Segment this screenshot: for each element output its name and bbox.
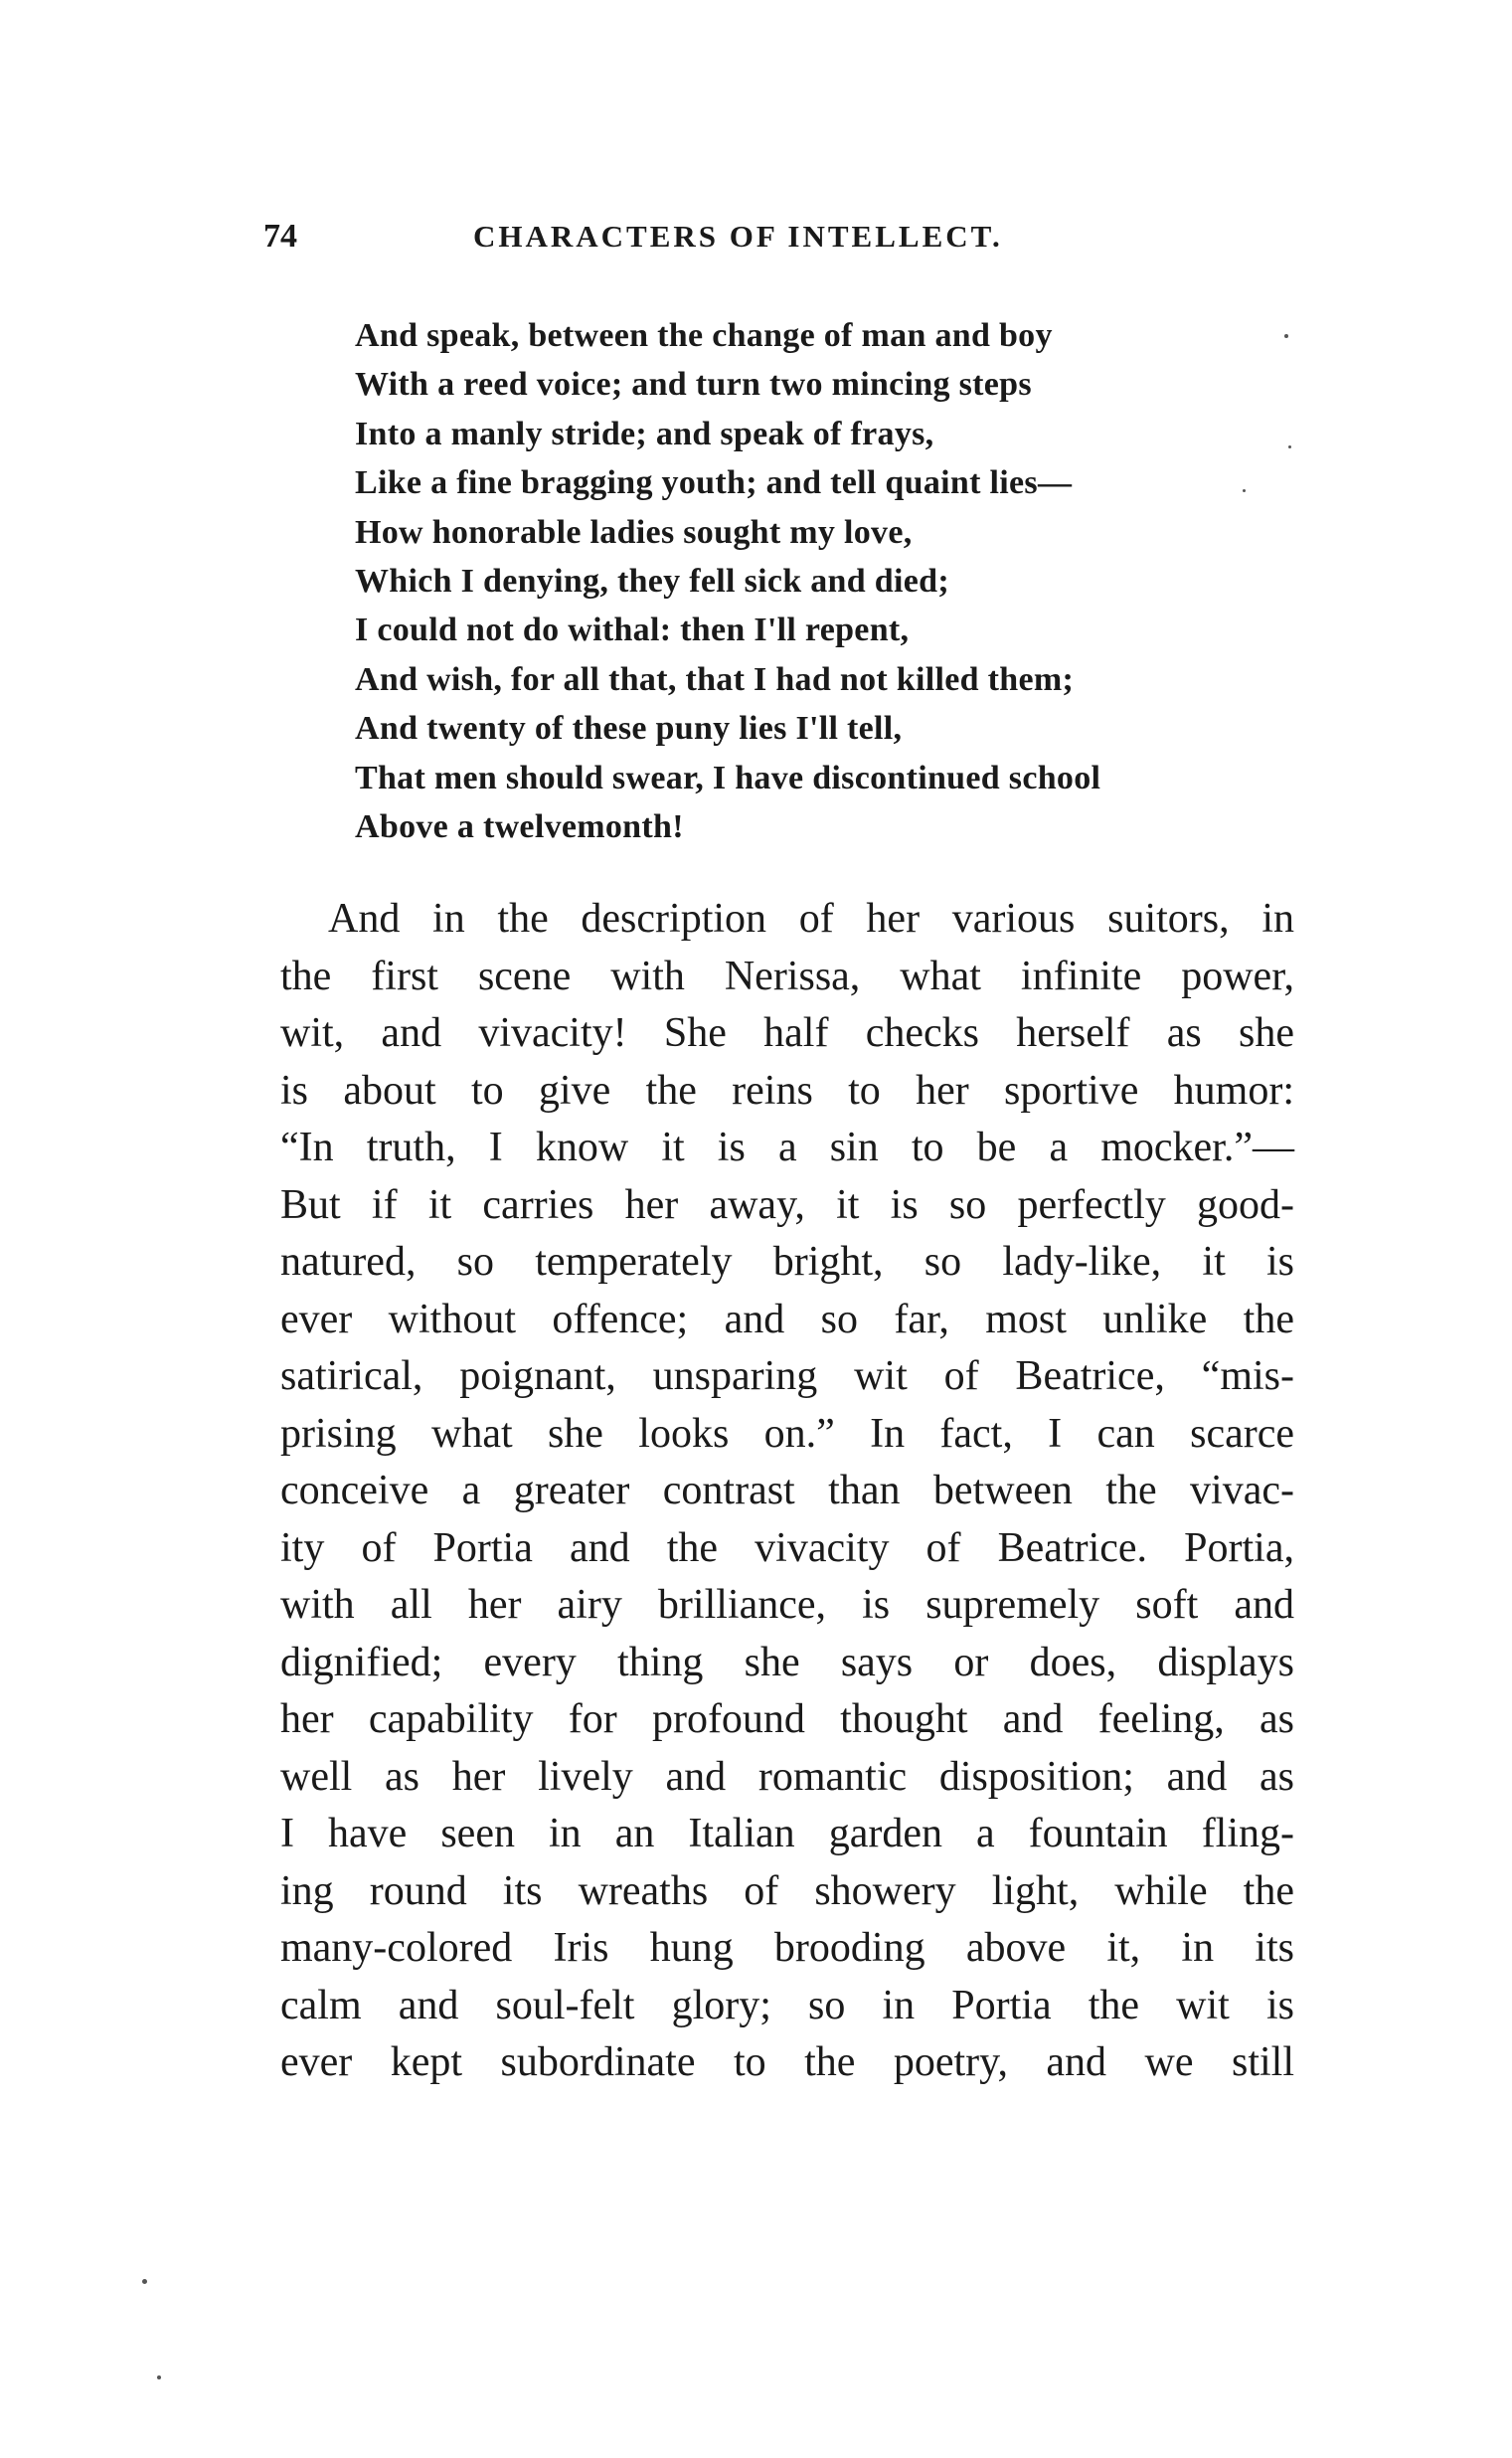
- prose-line: “In truth, I know it is a sin to be a mocker.”—: [280, 1125, 1294, 1170]
- running-title: CHARACTERS OF INTELLECT.: [473, 219, 1003, 254]
- prose-line: calm and soul-felt glory; so in Portia the wit is: [280, 1982, 1294, 2028]
- prose-line: conceive a greater contrast than between the vivac-: [280, 1468, 1294, 1513]
- prose-line: But if it carries her away, it is so perfectly good-: [280, 1181, 1294, 1228]
- prose-line: ever kept subordinate to the poetry, and we still: [280, 2039, 1294, 2085]
- verse-quotation: [355, 311, 1299, 851]
- prose-line: her capability for profound thought and feeling, as: [280, 1696, 1294, 1742]
- verse-line: How honorable ladies sought my love,: [355, 513, 913, 551]
- prose-line: And in the description of her various suitors, in: [328, 896, 1294, 942]
- prose-line: is about to give the reins to her sportive humor:: [280, 1067, 1294, 1114]
- ink-speck: [142, 2279, 147, 2284]
- prose-line: I have seen in an Italian garden a fountain fling-: [280, 1811, 1294, 1856]
- verse-line: With a reed voice; and turn two mincing steps: [355, 366, 1032, 404]
- ink-speck: [1284, 334, 1288, 338]
- ink-speck: [157, 2375, 161, 2379]
- body-paragraph: [280, 891, 1294, 2092]
- ink-speck: [1288, 445, 1291, 448]
- prose-line: the first scene with Nerissa, what infinite power,: [280, 953, 1294, 999]
- prose-line: ing round its wreaths of showery light, while the: [280, 1867, 1294, 1914]
- verse-line: And speak, between the change of man and boy: [355, 317, 1053, 354]
- page-number: 74: [263, 218, 297, 255]
- prose-line: with all her airy brilliance, is supremely soft and: [280, 1582, 1294, 1628]
- verse-line: And twenty of these puny lies I'll tell,: [355, 710, 903, 748]
- ink-speck: [1243, 489, 1246, 492]
- prose-line: ever without offence; and so far, most unlike the: [280, 1296, 1294, 1342]
- prose-line: many-colored Iris hung brooding above it, in its: [280, 1925, 1294, 1971]
- verse-line: I could not do withal: then I'll repent,: [355, 612, 910, 649]
- verse-line: Into a manly stride; and speak of frays,: [355, 415, 934, 452]
- running-head: [263, 217, 1277, 257]
- verse-line: Like a fine bragging youth; and tell quaint lies—: [355, 464, 1073, 502]
- prose-line: wit, and vivacity! She half checks herself as she: [280, 1010, 1294, 1056]
- prose-line: natured, so temperately bright, so lady-like, it is: [280, 1239, 1294, 1285]
- verse-line: Which I denying, they fell sick and died;: [355, 562, 949, 600]
- verse-line: That men should swear, I have discontinued school: [355, 759, 1101, 796]
- verse-line: Above a twelvemonth!: [355, 807, 684, 845]
- prose-line: well as her lively and romantic disposition; and as: [280, 1753, 1294, 1800]
- prose-line: dignified; every thing she says or does, displays: [280, 1639, 1294, 1685]
- prose-line: ity of Portia and the vivacity of Beatrice. Portia,: [280, 1524, 1294, 1571]
- verse-line: And wish, for all that, that I had not killed them;: [355, 660, 1075, 698]
- prose-line: satirical, poignant, unsparing wit of Beatrice, “mis-: [280, 1353, 1294, 1399]
- prose-line: prising what she looks on.” In fact, I can scarce: [280, 1410, 1294, 1457]
